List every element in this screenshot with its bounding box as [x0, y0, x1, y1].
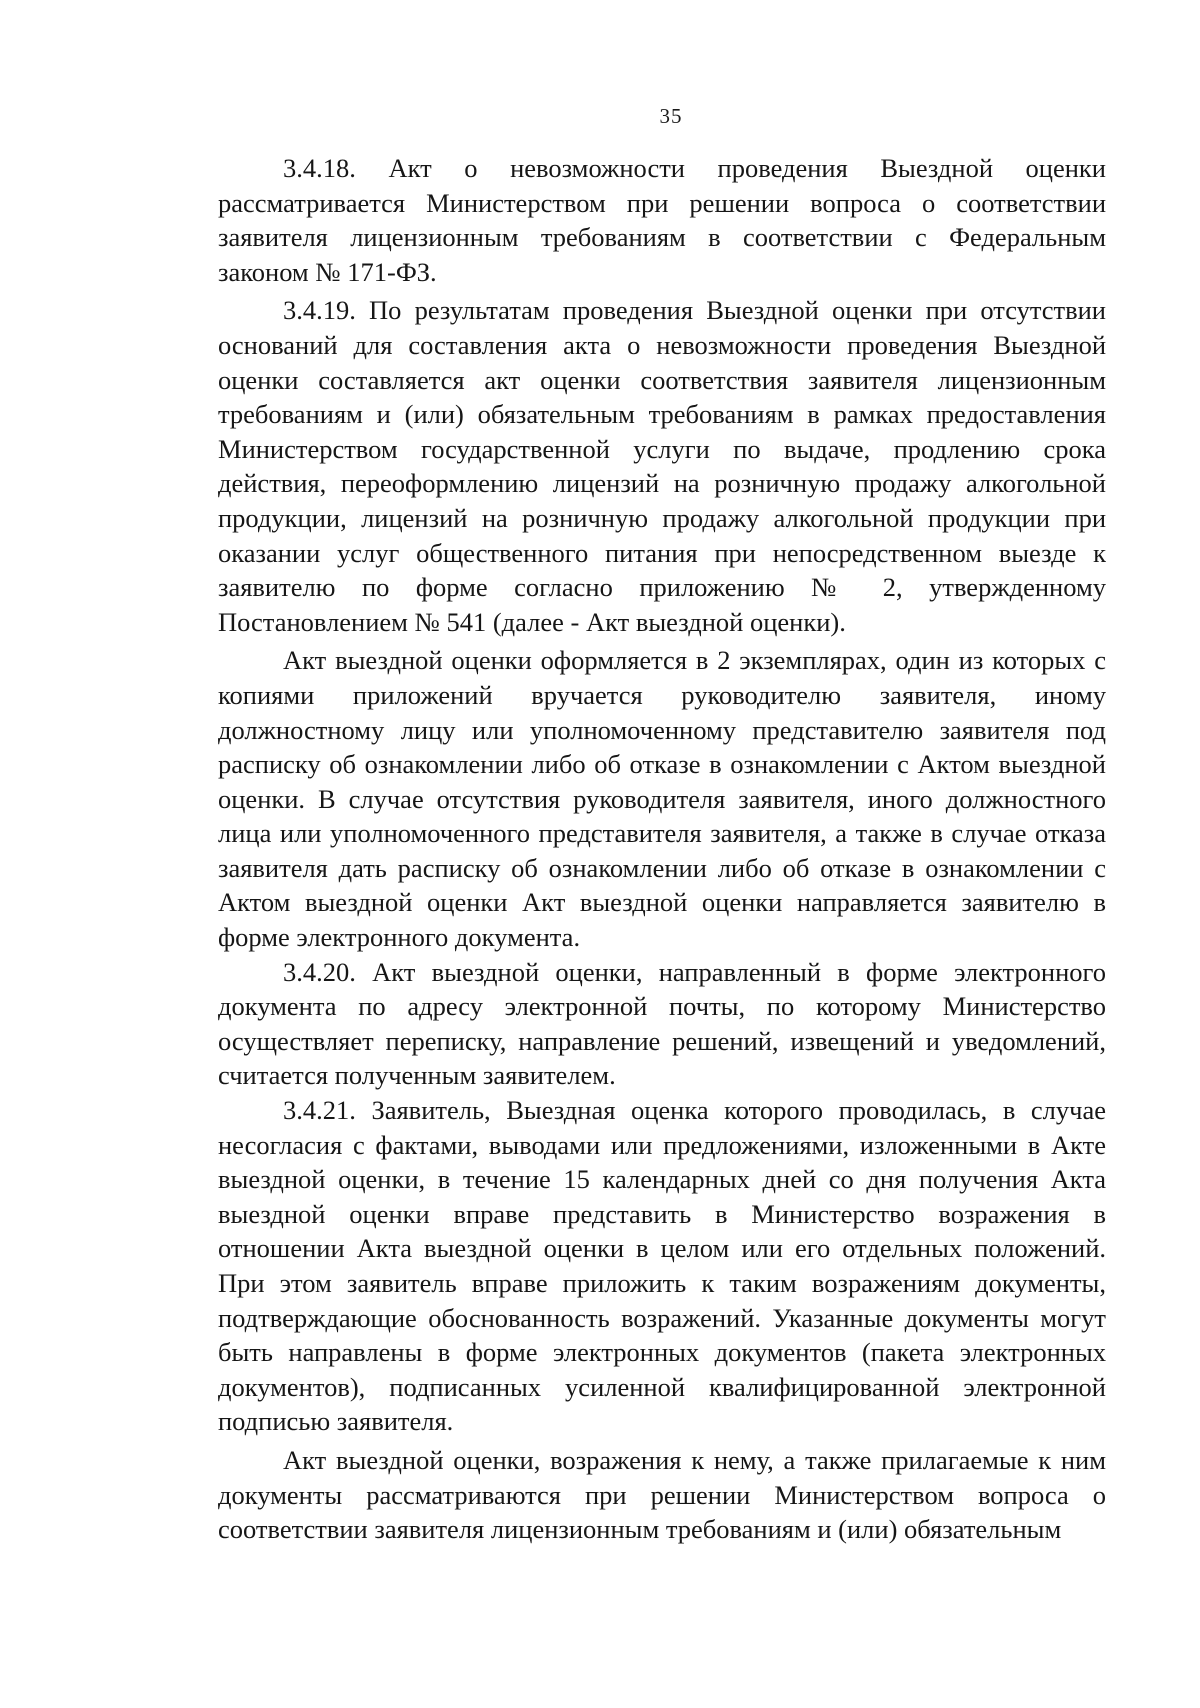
paragraph-3-4-20: 3.4.20. Акт выездной оценки, направленный в форме электронного документа по адресу электронной почты, по которому Министерство осуществляет переписку, направление решений, извещений и уведомлений, считается полученным заявителем. [218, 956, 1106, 1091]
page-number: 35 [659, 104, 683, 128]
paragraph-3-4-19: 3.4.19. По результатам проведения Выездной оценки при отсутствии оснований для составления акта о невозможности проведения Выездной оценки составляется акт оценки соответствия заявителя лицензионным требованиям и (или) обязательным требованиям в рамках предоставления Министерством государственной услуги по выдаче, продлению срока действия, переоформлению лицензий на розничную продажу алкогольной продукции, лицензий на розничную продажу алкогольной продукции при оказании услуг общественного питания при непосредственном выезде к заявителю по форме согласно приложению № 2, утвержденному Постановлением № 541 (далее - Акт выездной оценки). [218, 295, 1106, 637]
paragraph-act-copies: Акт выездной оценки оформляется в 2 экземплярах, один из которых с копиями приложений вручается руководителю заявителя, иному должностному лицу или уполномоченному представителю заявителя под расписку об ознакомлении либо об отказе в ознакомлении с Актом выездной оценки. В случае отсутствия руководителя заявителя, иного должностного лица или уполномоченного представителя заявителя, а также в случае отказа заявителя дать расписку об ознакомлении либо об отказе в ознакомлении с Актом выездной оценки Акт выездной оценки направляется заявителю в форме электронного документа. [218, 645, 1106, 953]
paragraph-3-4-21: 3.4.21. Заявитель, Выездная оценка которого проводилась, в случае несогласия с фактами, выводами или предложениями, изложенными в Акте выездной оценки, в течение 15 календарных дней со дня получения Акта выездной оценки вправе представить в Министерство возражения в отношении Акта выездной оценки в целом или его отдельных положений. При этом заявитель вправе приложить к таким возражениям документы, подтверждающие обоснованность возражений. Указанные документы могут быть направлены в форме электронных документов (пакета электронных документов), подписанных усиленной квалифицированной электронной подписью заявителя. [218, 1095, 1106, 1437]
document-body [218, 151, 1106, 1547]
paragraph-act-review: Акт выездной оценки, возражения к нему, а также прилагаемые к ним документы рассматриваются при решении Министерством вопроса о соответствии заявителя лицензионным требованиям и (или) обязательным [218, 1444, 1106, 1545]
paragraph-3-4-18: 3.4.18. Акт о невозможности проведения Выездной оценки рассматривается Министерством при решении вопроса о соответствии заявителя лицензионным требованиям в соответствии с Федеральным законом № 171-ФЗ. [218, 153, 1106, 287]
